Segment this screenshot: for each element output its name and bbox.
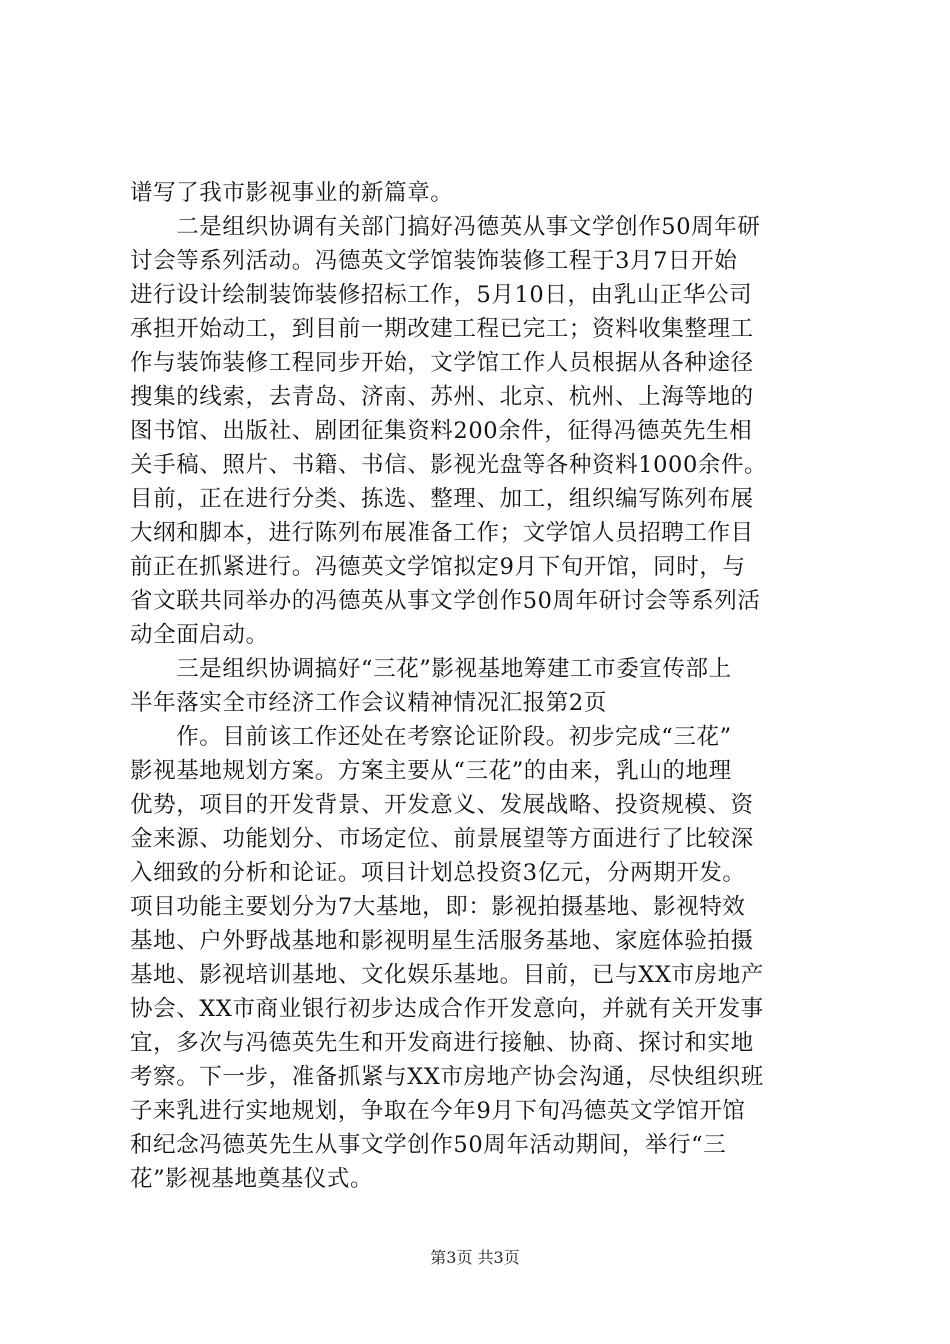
text-line: 基地、户外野战基地和影视明星生活服务基地、家庭体验拍摄 (130, 928, 754, 954)
text-line: 和纪念冯德英先生从事文学创作50周年活动期间，举行“三 (130, 1132, 727, 1158)
text-line: 作与装饰装修工程同步开始，文学馆工作人员根据从各种途径 (130, 350, 754, 376)
text-line: 三是组织协调搞好“三花”影视基地筹建工市委宣传部上 (130, 656, 732, 682)
text-line: 协会、XX市商业银行初步达成合作开发意向，并就有关开发事 (130, 996, 764, 1022)
text-line: 谱写了我市影视事业的新篇章。 (130, 180, 454, 206)
text-line: 承担开始动工，到目前一期改建工程已完工；资料收集整理工 (130, 316, 754, 342)
text-line: 优势，项目的开发背景、开发意义、发展战略、投资规模、资 (130, 792, 754, 818)
text-line: 金来源、功能划分、市场定位、前景展望等方面进行了比较深 (130, 826, 754, 852)
text-line: 目前，正在进行分类、拣选、整理、加工，组织编写陈列布展 (130, 486, 754, 512)
text-line: 半年落实全市经济工作会议精神情况汇报第2页 (130, 690, 607, 716)
text-line: 入细致的分析和论证。项目计划总投资3亿元，分两期开发。 (130, 860, 746, 886)
text-line: 基地、影视培训基地、文化娱乐基地。目前，已与XX市房地产 (130, 962, 764, 988)
page-number-label: 第3页 共3页 (430, 1248, 520, 1267)
text-line: 动全面启动。 (130, 622, 269, 648)
text-line: 子来乳进行实地规划，争取在今年9月下旬冯德英文学馆开馆 (130, 1098, 746, 1124)
text-line: 图书馆、出版社、剧团征集资料200余件，征得冯德英先生相 (130, 418, 753, 444)
text-line: 前正在抓紧进行。冯德英文学馆拟定9月下旬开馆，同时，与 (130, 554, 746, 580)
text-line: 影视基地规划方案。方案主要从“三花”的由来，乳山的地理 (130, 758, 732, 784)
text-line: 项目功能主要划分为7大基地，即：影视拍摄基地、影视特效 (130, 894, 746, 920)
text-line: 大纲和脚本，进行陈列布展准备工作；文学馆人员招聘工作目 (130, 520, 754, 546)
text-line: 关手稿、照片、书籍、书信、影视光盘等各种资料1000余件。 (130, 452, 768, 478)
text-line: 考察。下一步，准备抓紧与XX市房地产协会沟通，尽快组织班 (130, 1064, 764, 1090)
text-line: 花”影视基地奠基仪式。 (130, 1166, 374, 1192)
text-line: 进行设计绘制装饰装修招标工作，5月10日，由乳山正华公司 (130, 282, 753, 308)
page-footer (0, 1245, 950, 1268)
text-line: 宜，多次与冯德英先生和开发商进行接触、协商、探讨和实地 (130, 1030, 754, 1056)
document-body (130, 176, 820, 1196)
text-line: 二是组织协调有关部门搞好冯德英从事文学创作50周年研 (130, 214, 761, 240)
text-line: 搜集的线索，去青岛、济南、苏州、北京、杭州、上海等地的 (130, 384, 754, 410)
text-line: 作。目前该工作还处在考察论证阶段。初步完成“三花” (130, 724, 732, 750)
text-line: 讨会等系列活动。冯德英文学馆装饰装修工程于3月7日开始 (130, 248, 738, 274)
text-line: 省文联共同举办的冯德英从事文学创作50周年研讨会等系列活 (130, 588, 761, 614)
